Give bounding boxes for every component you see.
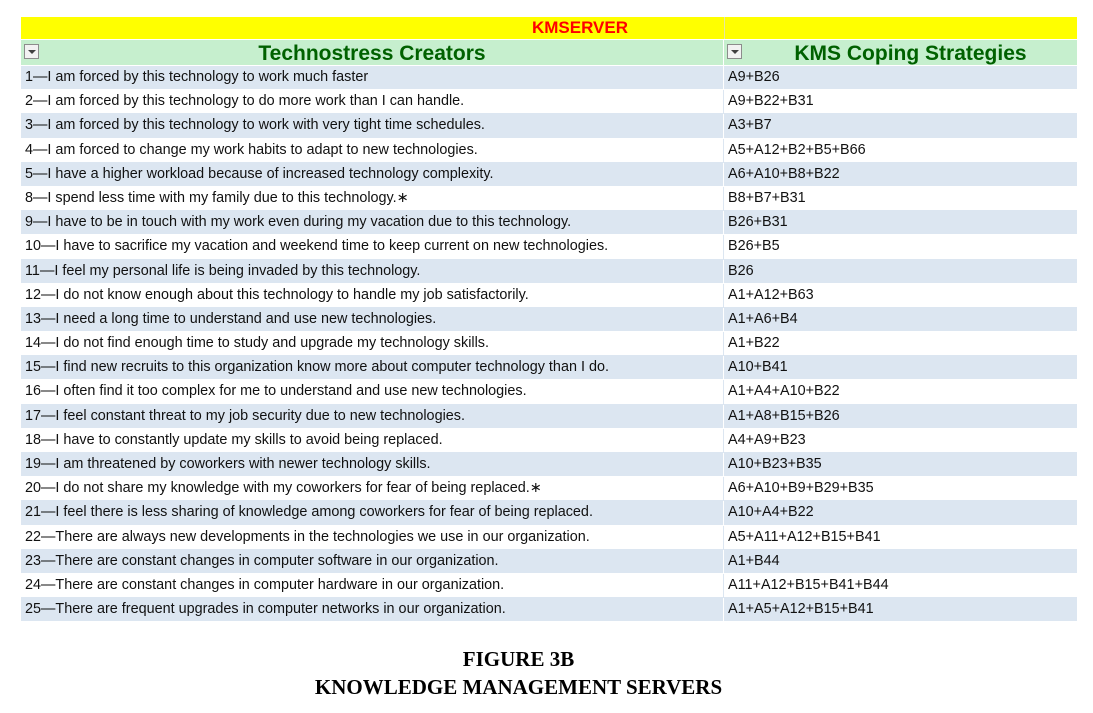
technostress-creator-cell[interactable]: 11—I feel my personal life is being invaded by this technology. <box>21 260 724 283</box>
coping-strategy-cell[interactable]: A9+B22+B31 <box>728 93 814 110</box>
technostress-creator-cell[interactable]: 19—I am threatened by coworkers with newer technology skills. <box>21 453 724 476</box>
table-row <box>21 477 1077 501</box>
table-row <box>21 380 1077 404</box>
coping-strategy-cell[interactable]: B8+B7+B31 <box>728 189 806 206</box>
coping-strategy-cell[interactable]: A10+B41 <box>728 359 788 376</box>
coping-strategy-cell[interactable]: A1+A6+B4 <box>728 310 798 327</box>
coping-strategy-cell[interactable]: A4+A9+B23 <box>728 431 806 448</box>
table-row <box>21 114 1077 138</box>
coping-strategy-cell[interactable]: A1+B22 <box>728 335 780 352</box>
table-row <box>21 187 1077 211</box>
table-row <box>21 574 1077 598</box>
filter-dropdown-icon[interactable] <box>727 44 742 59</box>
coping-strategy-cell[interactable]: A1+A4+A10+B22 <box>728 383 840 400</box>
table-row <box>21 332 1077 356</box>
table-row <box>21 284 1077 308</box>
technostress-creator-cell[interactable]: 14—I do not find enough time to study and upgrade my technology skills. <box>21 332 724 355</box>
technostress-creator-cell[interactable]: 8—I spend less time with my family due to this technology.∗ <box>21 187 724 210</box>
technostress-creator-cell[interactable]: 3—I am forced by this technology to work with very tight time schedules. <box>21 114 724 137</box>
technostress-creator-cell[interactable]: 17—I feel constant threat to my job security due to new technologies. <box>21 405 724 428</box>
technostress-creator-cell[interactable]: 23—There are constant changes in computer software in our organization. <box>21 550 724 573</box>
table-row <box>21 405 1077 429</box>
title-row <box>21 17 1077 39</box>
technostress-creator-cell[interactable]: 21—I feel there is less sharing of knowledge among coworkers for fear of being replaced. <box>21 501 724 524</box>
coping-strategy-cell[interactable]: B26 <box>728 262 754 279</box>
coping-strategy-cell[interactable]: A1+B44 <box>728 552 780 569</box>
technostress-creator-cell[interactable]: 22—There are always new developments in the technologies we use in our organization. <box>21 526 724 549</box>
coping-strategy-cell[interactable]: A3+B7 <box>728 117 772 134</box>
coping-strategy-cell[interactable]: A11+A12+B15+B41+B44 <box>728 576 889 593</box>
technostress-creator-cell[interactable]: 12—I do not know enough about this technology to handle my job satisfactorily. <box>21 284 724 307</box>
technostress-creator-cell[interactable]: 5—I have a higher workload because of increased technology complexity. <box>21 163 724 186</box>
column-header-strategies <box>724 40 1077 65</box>
figure-caption-number: FIGURE 3B <box>462 647 575 671</box>
table-row <box>21 139 1077 163</box>
header-row <box>21 39 1077 66</box>
table-row <box>21 453 1077 477</box>
coping-strategy-cell[interactable]: A6+A10+B9+B29+B35 <box>728 480 874 497</box>
coping-strategy-cell[interactable]: A10+B23+B35 <box>728 456 822 472</box>
table-row <box>21 260 1077 284</box>
table-body <box>21 66 1077 622</box>
coping-strategy-cell[interactable]: B26+B31 <box>728 214 788 231</box>
technostress-creator-cell[interactable]: 2—I am forced by this technology to do more work than I can handle. <box>21 90 724 113</box>
technostress-creator-cell[interactable]: 16—I often find it too complex for me to understand and use new technologies. <box>21 380 724 403</box>
coping-strategy-cell[interactable]: A1+A8+B15+B26 <box>728 407 840 424</box>
coping-strategy-cell[interactable]: A9+B26 <box>728 69 780 85</box>
table-row <box>21 356 1077 380</box>
coping-strategy-cell[interactable]: A5+A11+A12+B15+B41 <box>728 528 881 545</box>
technostress-creator-cell[interactable]: 9—I have to be in touch with my work even during my vacation due to this technology. <box>21 211 724 234</box>
spreadsheet-table <box>21 17 1077 622</box>
technostress-creator-cell[interactable]: 1—I am forced by this technology to work much faster <box>21 66 724 89</box>
technostress-creator-cell[interactable]: 10—I have to sacrifice my vacation and weekend time to keep current on new technologies. <box>21 235 724 258</box>
sheet-title: KMSERVER <box>531 18 628 37</box>
technostress-creator-cell[interactable]: 13—I need a long time to understand and use new technologies. <box>21 308 724 331</box>
table-row <box>21 66 1077 90</box>
coping-strategy-cell[interactable]: A1+A5+A12+B15+B41 <box>728 601 874 618</box>
table-row <box>21 550 1077 574</box>
coping-strategy-cell[interactable]: A1+A12+B63 <box>728 286 814 303</box>
coping-strategy-cell[interactable]: A6+A10+B8+B22 <box>728 165 840 182</box>
table-row <box>21 211 1077 235</box>
coping-strategy-cell[interactable]: A5+A12+B2+B5+B66 <box>728 141 866 158</box>
table-row <box>21 163 1077 187</box>
technostress-creator-cell[interactable]: 24—There are constant changes in computer hardware in our organization. <box>21 574 724 597</box>
technostress-creator-cell[interactable]: 25—There are frequent upgrades in computer networks in our organization. <box>21 598 724 621</box>
table-row <box>21 90 1077 114</box>
table-row <box>21 501 1077 525</box>
table-row <box>21 235 1077 259</box>
column-header-creators-label: Technostress Creators <box>258 42 486 65</box>
technostress-creator-cell[interactable]: 18—I have to constantly update my skills to avoid being replaced. <box>21 429 724 452</box>
table-row <box>21 598 1077 622</box>
table-row <box>21 526 1077 550</box>
table-row <box>21 429 1077 453</box>
figure-caption-title: KNOWLEDGE MANAGEMENT SERVERS <box>314 675 723 699</box>
column-header-strategies-label: KMS Coping Strategies <box>794 42 1027 65</box>
coping-strategy-cell[interactable]: B26+B5 <box>728 238 780 255</box>
column-header-creators <box>21 40 724 65</box>
coping-strategy-cell[interactable]: A10+A4+B22 <box>728 504 814 521</box>
title-row-empty-cell <box>724 17 1077 39</box>
technostress-creator-cell[interactable]: 20—I do not share my knowledge with my coworkers for fear of being replaced.∗ <box>21 477 724 500</box>
table-row <box>21 308 1077 332</box>
technostress-creator-cell[interactable]: 4—I am forced to change my work habits to adapt to new technologies. <box>21 139 724 162</box>
technostress-creator-cell[interactable]: 15—I find new recruits to this organization know more about computer technology than I do. <box>21 356 724 379</box>
